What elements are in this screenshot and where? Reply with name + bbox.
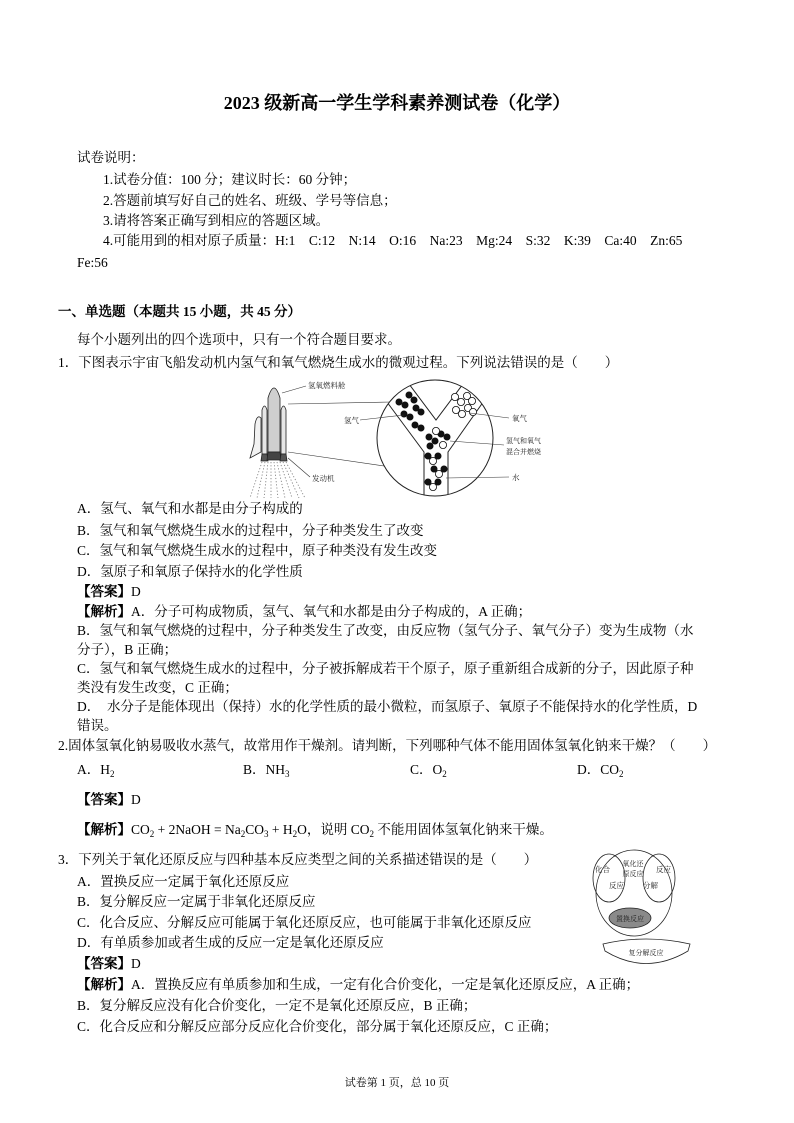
equation-part: CO (131, 822, 150, 837)
q3-option-a: A．置换反应一定属于氧化还原反应 (77, 874, 290, 889)
q1-analysis (77, 602, 531, 622)
hydrogen-atom (425, 479, 431, 485)
label-mix-line1: 氢气和氧气 (506, 438, 541, 445)
label-engine: 发动机 (312, 474, 335, 483)
label-fuel-tank: 氢氧燃料舱 (308, 381, 346, 390)
page-title: 2023 级新高一学生学科素养测试卷（化学） (223, 93, 571, 113)
space-shuttle (250, 388, 287, 461)
oxygen-atom (468, 397, 475, 404)
answer-label: 【答案】 (77, 792, 131, 807)
formula-subscript: 2 (110, 769, 115, 779)
q1-option-a: A．氢气、氧气和水都是由分子构成的 (77, 501, 303, 516)
instruction-item: 1.试卷分值：100 分；建议时长：60 分钟； (103, 172, 357, 187)
hydrogen-atom (407, 414, 413, 420)
q2-option-c (410, 760, 447, 780)
equation-part: CO (245, 822, 264, 837)
hydrogen-atom (401, 411, 407, 417)
q2-answer (77, 790, 141, 810)
analysis-line: B．复分解反应没有化合价变化，一定不是氧化还原反应，B 正确； (77, 998, 477, 1013)
hydrogen-atom (396, 399, 402, 405)
left-booster (262, 406, 267, 454)
answer-value: D (131, 584, 141, 599)
analysis-label: 【解析】 (77, 822, 131, 837)
option-letter: D． (577, 762, 601, 777)
q3-stem: 3．下列关于氧化还原反应与四种基本反应类型之间的关系描述错误的是（ ） (58, 852, 538, 867)
q2-stem: 2.固体氢氧化钠易吸收水蒸气，故常用作干燥剂。请判断，下列哪种气体不能用固体氢氧化钠来干燥？（ ） (58, 738, 717, 753)
label-mix-line2: 混合并燃烧 (506, 449, 541, 456)
equation-part: + H (268, 822, 293, 837)
oxygen-atom (451, 393, 458, 400)
analysis-text: ，说明 CO (306, 822, 370, 837)
equation-part: O (297, 822, 307, 837)
external-fuel-tank (268, 388, 280, 452)
label-combination: 化合 (595, 865, 610, 874)
label-reaction-right: 反应 (656, 865, 671, 874)
option-letter: A． (77, 762, 101, 777)
hydrogen-atom (418, 409, 424, 415)
analysis-line: B．氢气和氧气燃烧的过程中，分子种类发生了改变，由反应物（氢气分子、氧气分子）变为生成物（水 (77, 623, 694, 638)
equation-subscript: 2 (240, 829, 246, 839)
section-description: 每个小题列出的四个选项中，只有一个符合题目要求。 (77, 332, 401, 347)
label-oxygen: 氧气 (512, 414, 527, 423)
oxygen-atom (469, 408, 476, 415)
label-hydrogen: 氢气 (344, 416, 359, 425)
leader-line (282, 386, 306, 393)
analysis-text: 不能用固体氢氧化钠来干燥。 (374, 822, 553, 837)
q1-stem: 1．下图表示宇宙飞船发动机内氢气和氧气燃烧生成水的微观过程。下列说法错误的是（ ） (58, 355, 619, 370)
hydrogen-atom (427, 443, 433, 449)
q2-option-b (243, 760, 290, 780)
section-heading: 一、单选题（本题共 15 小题，共 45 分） (58, 304, 301, 319)
answer-label: 【答案】 (77, 584, 131, 599)
reaction-types-diagram (586, 846, 694, 966)
oxygen-atom (429, 457, 436, 464)
label-displacement: 置换反应 (616, 916, 644, 923)
analysis-line: 类没有发生改变，C 正确； (77, 680, 238, 695)
q3-analysis (77, 975, 639, 995)
q1-option-b: B．氢气和氧气燃烧生成水的过程中，分子种类发生了改变 (77, 523, 424, 538)
hydrogen-atom (425, 453, 431, 459)
option-formula: NH (265, 762, 286, 777)
hydrogen-atom (431, 466, 437, 472)
option-formula: O (432, 762, 443, 777)
label-water: 水 (512, 473, 520, 482)
option-letter: B． (243, 762, 266, 777)
label-redox-line1: 氧化还 (622, 861, 644, 868)
analysis-line: C．氢气和氧气燃烧生成水的过程中，分子被拆解成若干个原子，原子重新组合成新的分子，因此原子种 (77, 661, 694, 676)
q3-option-d: D．有单质参加或者生成的反应一定是氧化还原反应 (77, 935, 384, 950)
label-double-decomposition: 复分解反应 (628, 950, 664, 957)
hydrogen-atom (411, 397, 417, 403)
equation-part: + 2NaOH = Na (154, 822, 241, 837)
formula-subscript: 3 (285, 769, 290, 779)
analysis-line: 错误。 (77, 718, 118, 733)
orbiter (250, 417, 261, 458)
engine-nozzle (280, 454, 287, 461)
exhaust-plume (250, 462, 305, 498)
equation (131, 822, 307, 837)
oxygen-atom (429, 483, 436, 490)
instructions-heading: 试卷说明： (77, 150, 145, 165)
option-letter: C． (410, 762, 433, 777)
oxygen-atom (458, 410, 465, 417)
label-redox-line2: 原反应 (622, 871, 644, 878)
analysis-label: 【解析】 (77, 977, 131, 992)
instruction-item-continuation: Fe:56 (77, 255, 108, 270)
right-booster (281, 406, 286, 454)
hydrogen-atom (418, 425, 424, 431)
instruction-item: 2.答题前填写好自己的姓名、班级、学号等信息； (103, 193, 397, 208)
hydrogen-atom (406, 392, 412, 398)
hydrogen-atom (432, 438, 438, 444)
answer-value: D (131, 792, 141, 807)
q1-answer (77, 582, 141, 602)
option-formula: CO (600, 762, 620, 777)
page-footer: 试卷第 1 页，总 10 页 (344, 1077, 450, 1089)
q1-option-d: D．氢原子和氧原子保持水的化学性质 (77, 564, 303, 579)
formula-subscript: 2 (369, 829, 375, 839)
q2-option-a (77, 760, 115, 780)
formula-subscript: 2 (442, 769, 447, 779)
answer-value: D (131, 956, 141, 971)
zoom-line (288, 402, 392, 404)
rocket-combustion-figure (240, 374, 562, 502)
option-formula: H (100, 762, 110, 777)
instruction-item: 3.请将答案正确写到相应的答题区域。 (103, 213, 330, 228)
q2-analysis (77, 820, 553, 840)
q3-option-b: B．复分解反应一定属于非氧化还原反应 (77, 894, 316, 909)
oxygen-atom (457, 398, 464, 405)
oxygen-atom (439, 441, 446, 448)
oxygen-atom (432, 427, 439, 434)
hydrogen-atom (426, 434, 432, 440)
analysis-line: D． 水分子是能体现出（保持）水的化学性质的最小微粒，而氢原子、氧原子不能保持水的化学性质，D (77, 699, 698, 714)
instruction-item: 4.可能用到的相对原子质量：H:1 C:12 N:14 O:16 Na:23 Mg:24 S:32 K:39 Ca:40 Zn:65 (103, 233, 683, 248)
q3-answer (77, 954, 141, 974)
zoom-line (288, 452, 384, 466)
analysis-label: 【解析】 (77, 604, 131, 619)
analysis-line: A．置换反应有单质参加和生成，一定有化合价变化，一定是氧化还原反应，A 正确； (131, 977, 640, 992)
q2-option-d (577, 760, 624, 780)
answer-label: 【答案】 (77, 956, 131, 971)
equation-subscript: 2 (292, 829, 298, 839)
q3-option-c: C．化合反应、分解反应可能属于氧化还原反应，也可能属于非氧化还原反应 (77, 915, 532, 930)
q1-option-c: C．氢气和氧气燃烧生成水的过程中，原子种类没有发生改变 (77, 543, 438, 558)
analysis-line: C．化合反应和分解反应部分反应化合价变化，部分属于氧化还原反应，C 正确； (77, 1019, 558, 1034)
hydrogen-atom (435, 453, 441, 459)
hydrogen-atom (444, 434, 450, 440)
equation-subscript: 3 (264, 829, 269, 839)
analysis-line: 分子），B 正确； (77, 642, 178, 657)
label-reaction-left: 反应 (609, 881, 624, 890)
formula-subscript: 2 (619, 769, 624, 779)
hydrogen-atom (441, 466, 447, 472)
leader-line (288, 458, 310, 477)
oxygen-atom (435, 470, 442, 477)
label-decomposition: 分解 (643, 881, 658, 890)
engine-nozzle (267, 452, 281, 460)
equation-subscript: 2 (149, 829, 155, 839)
hydrogen-atom (412, 422, 418, 428)
hydrogen-atom (435, 479, 441, 485)
hydrogen-atom (402, 402, 408, 408)
analysis-line: A．分子可构成物质，氢气、氧气和水都是由分子构成的，A 正确； (131, 604, 532, 619)
